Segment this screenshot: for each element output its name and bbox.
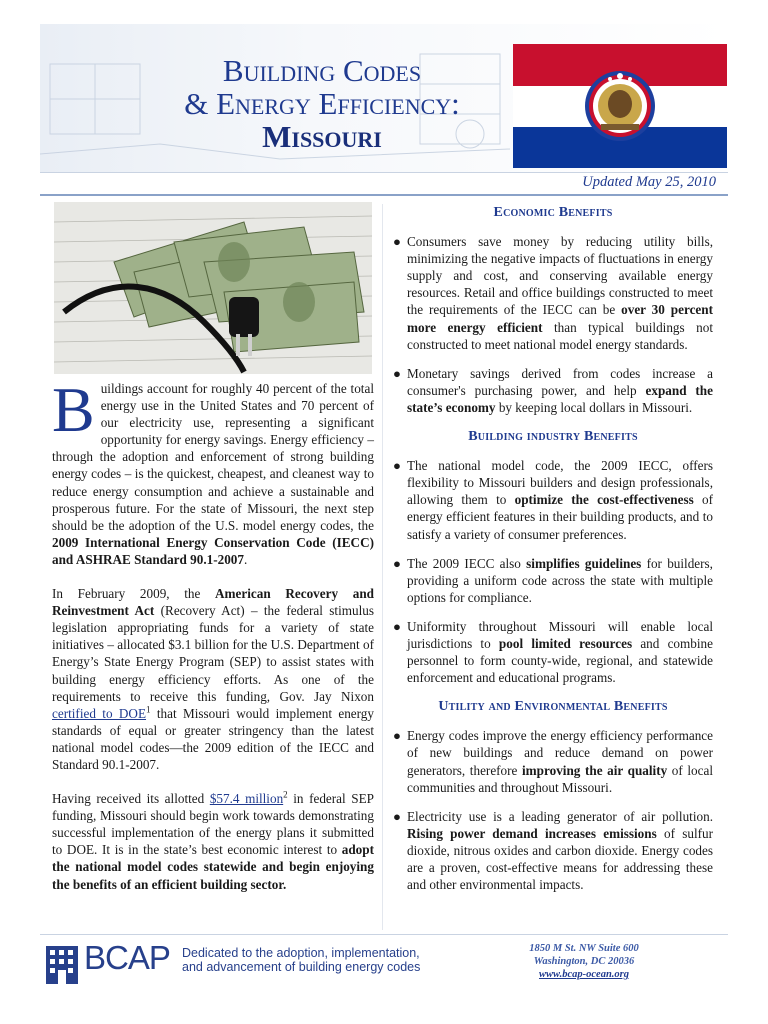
header-banner [40, 24, 728, 173]
item-bold-text: pool limited resources [498, 635, 633, 651]
tagline-line-2: and advancement of building energy codes [182, 960, 421, 974]
intro-bold-text: 2009 International Energy Conservation Code (IECC) and ASHRAE Standard 90.1-2007 [52, 534, 374, 567]
recovery-text-middle: (Recovery Act) – the federal stimulus legislation appropriating funds for a variety of state initiatives – allocated $3.1 billion for the U.S. Department of Energy’s State Energy Program (SEP) to assist states with building energy efficiency efforts. As one of the requirements to receive this funding, Gov. Jay Nixon [52, 603, 374, 704]
bullet-icon: ● [393, 555, 401, 571]
footer-divider [40, 934, 728, 935]
drop-cap: B [52, 374, 95, 445]
address-line-2: Washington, DC 20036 [533, 956, 635, 967]
item-text-end: than typical buildings not constructed to meet national model energy standards. [407, 319, 713, 352]
list-item [393, 618, 713, 686]
recovery-act-paragraph [52, 585, 374, 773]
updated-date: Updated May 25, 2010 [582, 174, 716, 190]
item-text-end: by keeping local dollars in Missouri. [495, 399, 693, 415]
item-text: Consumers save money by reducing utility bills, minimizing the negative impacts of fluctuations in energy supply and cost, and conserving available energy resources. Retail and office buildings constructed to meet the requirements of the IECC can be [407, 234, 713, 318]
bcap-logo-text: BCAP [84, 939, 170, 976]
list-item [393, 365, 713, 416]
certified-to-doe-link[interactable]: certified to DOE [52, 705, 147, 721]
utility-environmental-benefits-heading: Utility and Environmental Benefits [438, 699, 668, 715]
item-bold-text: Rising power demand increases emissions [407, 825, 657, 841]
item-text: The 2009 IECC also [407, 555, 527, 571]
contact-address [494, 942, 674, 981]
list-item [393, 555, 713, 606]
building-industry-benefits-heading: Building industry Benefits [468, 429, 638, 445]
title-line-1: Building Codes [222, 53, 422, 88]
footnote-ref-1: 1 [146, 704, 151, 715]
tagline-line-1: Dedicated to the adoption, implementation, [182, 946, 420, 960]
recovery-text: In February 2009, the [52, 586, 216, 602]
list-item [393, 808, 713, 893]
item-text-end: of local communities and throughout Missouri. [407, 762, 713, 795]
bullet-icon: ● [393, 234, 401, 250]
item-bold-text: optimize the cost-effectiveness [514, 492, 694, 508]
document-title [152, 54, 492, 153]
address-line-1: 1850 M St. NW Suite 600 [529, 943, 639, 954]
funding-amount-link[interactable]: $57.4 million [209, 791, 284, 807]
funding-text-middle: in federal SEP funding, Missouri should begin work towards demonstrating successful implementation of the energy plans it submitted to DOE. It is in the state’s best economic interest to [52, 791, 374, 858]
bullet-icon: ● [393, 808, 401, 824]
economic-benefits-list [393, 233, 713, 416]
website-link[interactable]: www.bcap-ocean.org [538, 969, 630, 980]
list-item [393, 233, 713, 353]
item-bold-text: expand the state’s economy [407, 382, 713, 415]
intro-paragraph-1 [52, 374, 374, 568]
bcap-building-logo-icon [44, 940, 80, 984]
missouri-flag-image [513, 44, 727, 168]
item-text: Electricity use is a leading generator of air pollution. [407, 808, 713, 824]
bcap-tagline [182, 946, 420, 974]
recovery-text-end: that Missouri would implement energy standards of equal or greater stringency than the latest national model codes—the 2009 edition of the IECC and Standard 90.1-2007. [52, 705, 374, 772]
item-text-end: and combine personnel to form county-wide, regional, and statewide enforcement and educational programs. [407, 635, 713, 686]
benefits-column [393, 204, 713, 905]
item-text-end: for builders, providing a uniform code across the state with multiple options for compliance. [407, 555, 713, 605]
intro-column [52, 374, 374, 910]
building-industry-benefits-list [393, 457, 713, 686]
money-and-plug-photo [54, 202, 372, 374]
list-item [393, 457, 713, 542]
bullet-icon: ● [393, 458, 401, 474]
item-bold-text: improving the air quality [522, 762, 668, 778]
sep-funding-paragraph [52, 790, 374, 893]
bullet-icon: ● [393, 365, 401, 381]
item-text: Energy codes improve the energy efficiency performance of new buildings and reduce demand on power generators, therefore [407, 728, 713, 778]
bullet-icon: ● [393, 728, 401, 744]
title-line-2: & Energy Efficiency: [184, 86, 460, 121]
utility-environmental-benefits-list [393, 727, 713, 893]
footnote-ref-2: 2 [283, 789, 288, 800]
title-line-3: Missouri [262, 119, 382, 154]
item-bold-text: simplifies guidelines [526, 555, 642, 571]
item-text-end: of energy efficient features in their building products, and to satisfy a variety of consumer preferences. [407, 492, 713, 542]
funding-bold-text: adopt the national model codes statewide and begin enjoying the benefits of an efficient building sector. [52, 842, 374, 892]
intro-text-end: . [244, 551, 248, 567]
item-bold-text: over 30 percent more energy efficient [407, 302, 713, 335]
item-text: Uniformity throughout Missouri will enable local jurisdictions to [407, 618, 713, 651]
bullet-icon: ● [393, 618, 401, 634]
item-text: The national model code, the 2009 IECC, offers flexibility to Missouri builders and design professionals, allowing them to [407, 458, 713, 508]
economic-benefits-heading: Economic Benefits [493, 205, 613, 220]
list-item [393, 727, 713, 795]
item-text: Monetary savings derived from codes increase a consumer's purchasing power, and help [407, 365, 713, 398]
column-separator [382, 204, 383, 930]
header-divider [40, 194, 728, 196]
item-text-end: of sulfur dioxide, nitrous oxides and carbon dioxide. Energy codes are a proven, cost-effective means for addressing these and other environmental impacts. [407, 825, 713, 893]
intro-text: uildings account for roughly 40 percent of the total energy use in the United States and 70 percent of our electricity use, representing a significant opportunity for energy savings. Energy efficiency – through the adoption and enforcement of strong building energy codes – is the quickest, cheapest, and cleanest way to reduce energy consumption and achieve a sustainable and prosperous future. For the state of Missouri, the next step should be the adoption of the U.S. model energy codes, the [52, 381, 374, 533]
funding-text: Having received its allotted [52, 791, 210, 807]
recovery-bold-text: American Recovery and Reinvestment Act [52, 586, 374, 619]
